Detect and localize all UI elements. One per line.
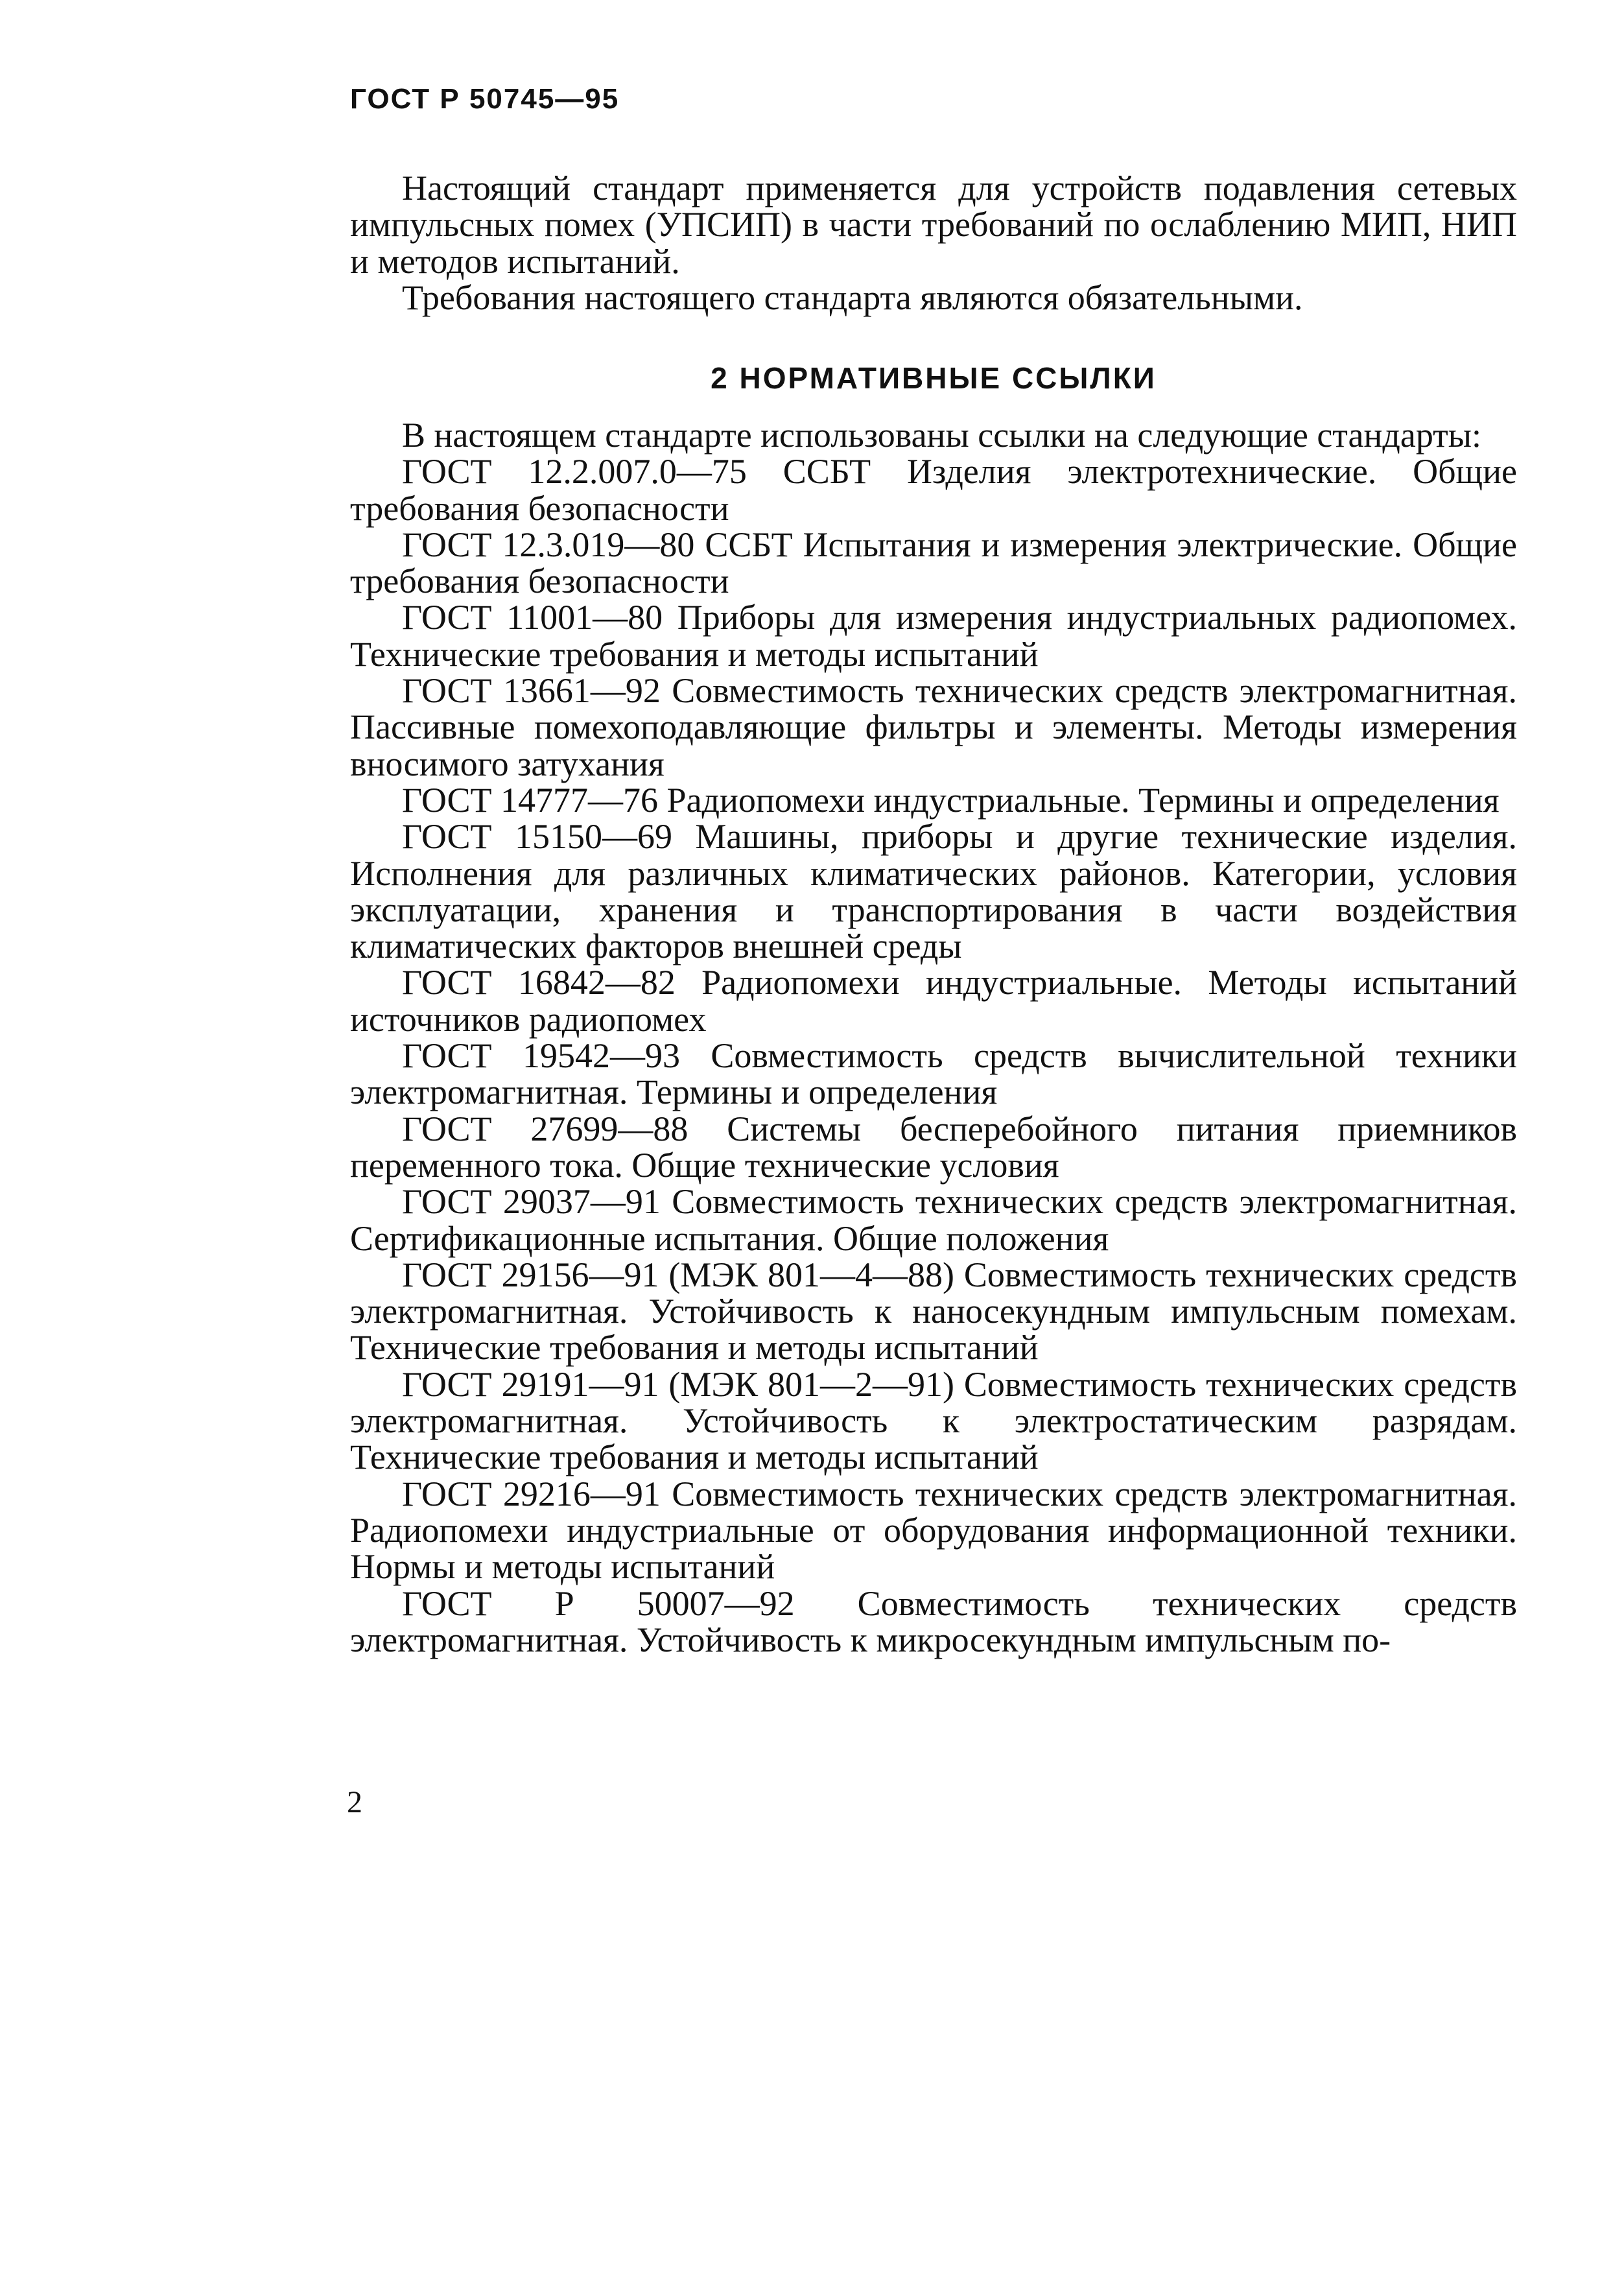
reference-item: ГОСТ 12.3.019—80 ССБТ Испытания и измерения электрические. Общие требования безопасности — [350, 525, 1517, 601]
reference-item: ГОСТ 27699—88 Системы бесперебойного питания приемников переменного тока. Общие технические условия — [350, 1109, 1517, 1185]
reference-item: ГОСТ 11001—80 Приборы для измерения индустриальных радиопомех. Технические требования и методы испытаний — [350, 598, 1517, 674]
intro-paragraph: Требования настоящего стандарта являются обязательными. — [402, 278, 1303, 317]
document-code-header: ГОСТ Р 50745—95 — [350, 83, 620, 115]
reference-item: ГОСТ 13661—92 Совместимость технических средств электромагнитная. Пассивные помехоподавляющие фильтры и элементы. Методы измерения вносимого затухания — [350, 671, 1517, 783]
reference-item: ГОСТ 29156—91 (МЭК 801—4—88) Совместимость технических средств электромагнитная. Устойчивость к наносекундным импульсным помехам. Технические требования и методы испытаний — [350, 1255, 1517, 1367]
page-number: 2 — [347, 1785, 362, 1819]
reference-item: ГОСТ 29191—91 (МЭК 801—2—91) Совместимость технических средств электромагнитная. Устойчивость к электростатическим разрядам. Технические требования и методы испытаний — [350, 1364, 1517, 1477]
reference-item: ГОСТ Р 50007—92 Совместимость технических средств электромагнитная. Устойчивость к микросекундным импульсным по- — [350, 1583, 1517, 1659]
section-heading: 2 НОРМАТИВНЫЕ ССЫЛКИ — [711, 361, 1157, 395]
reference-item: ГОСТ 12.2.007.0—75 ССБТ Изделия электротехнические. Общие требования безопасности — [350, 452, 1517, 528]
reference-item: ГОСТ 29037—91 Совместимость технических средств электромагнитная. Сертификационные испытания. Общие положения — [350, 1182, 1517, 1258]
reference-item: ГОСТ 19542—93 Совместимость средств вычислительной техники электромагнитная. Термины и определения — [350, 1036, 1517, 1112]
reference-item: ГОСТ 29216—91 Совместимость технических средств электромагнитная. Радиопомехи индустриальные от оборудования информационной техники. Нормы и методы испытаний — [350, 1474, 1517, 1587]
intro-section — [350, 170, 1517, 316]
references-lead: В настоящем стандарте использованы ссылки на следующие стандарты: — [402, 416, 1482, 455]
reference-item: ГОСТ 14777—76 Радиопомехи индустриальные. Термины и определения — [402, 780, 1500, 820]
reference-item: ГОСТ 16842—82 Радиопомехи индустриальные. Методы испытаний источников радиопомех — [350, 963, 1517, 1039]
reference-item: ГОСТ 15150—69 Машины, приборы и другие технические изделия. Исполнения для различных климатических районов. Категории, условия эксплуатации, хранения и транспортирования в части воздействия климатических факторов внешней среды — [350, 817, 1517, 966]
references-section — [350, 417, 1517, 1658]
intro-paragraph: Настоящий стандарт применяется для устройств подавления сетевых импульсных помех (УПСИП) в части требований по ослаблению МИП, НИП и методов испытаний. — [350, 169, 1517, 281]
